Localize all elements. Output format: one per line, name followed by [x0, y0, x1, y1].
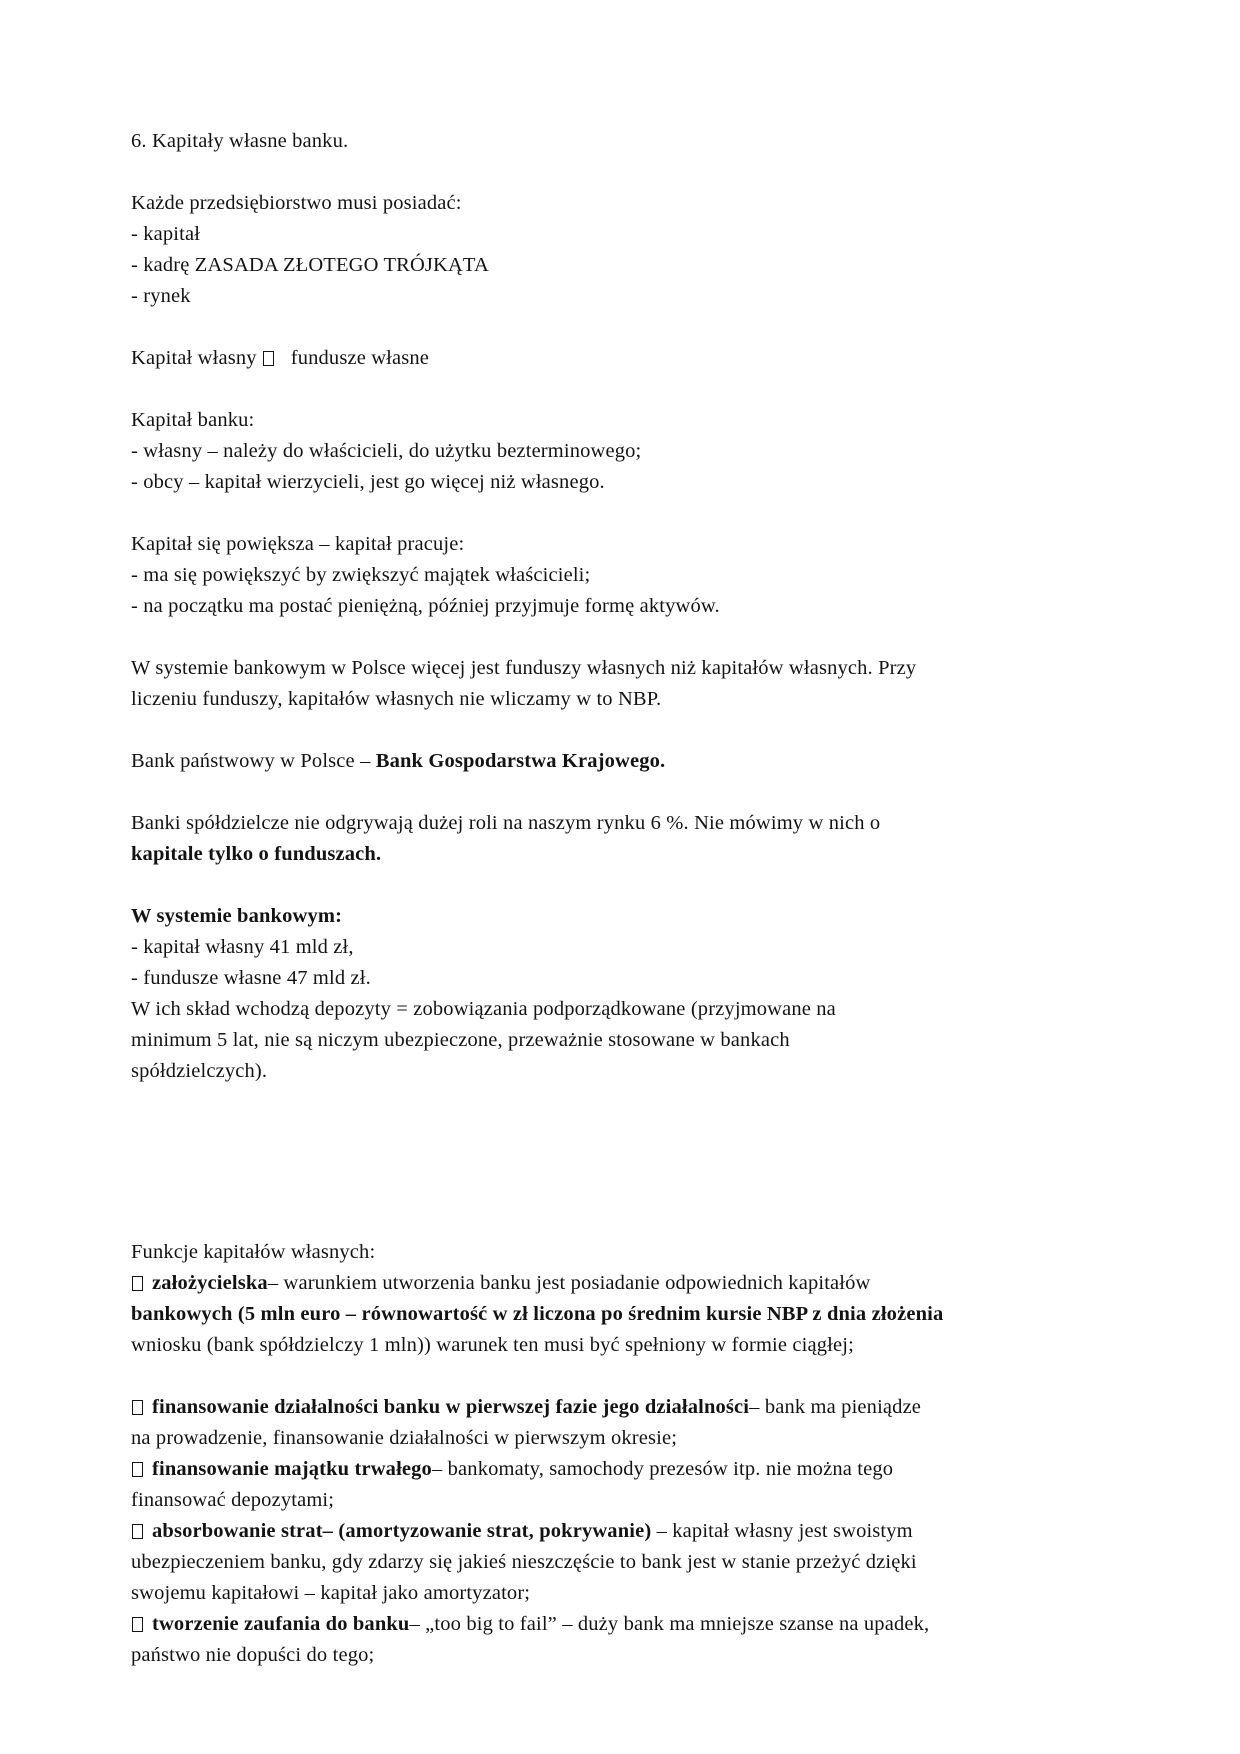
- requirements-item: - kadrę ZASADA ZŁOTEGO TRÓJKĄTA: [131, 254, 489, 276]
- polish-system-line: liczeniu funduszy, kapitałów własnych nie wliczamy w to NBP.: [131, 688, 662, 710]
- function-item: [131, 1609, 1131, 1671]
- functions-heading-block: [131, 1237, 1131, 1268]
- state-bank-prefix: Bank państwowy w Polsce –: [131, 750, 376, 772]
- document-heading: 6. Kapitały własne banku.: [131, 130, 349, 152]
- banking-system-block: [131, 901, 1131, 1087]
- bank-capital-item: - obcy – kapitał wierzycieli, jest go więcej niż własnego.: [131, 471, 605, 493]
- function-item-line: [131, 1516, 1131, 1547]
- banking-system-note-line: minimum 5 lat, nie są niczym ubezpieczone, przeważnie stosowane w bankach: [131, 1029, 790, 1051]
- function-item-lead: absorbowanie strat– (amortyzowanie strat, pokrywanie): [152, 1520, 652, 1542]
- equity-relation-left: Kapitał własny: [131, 347, 257, 369]
- cooperative-banks-emphasis: kapitale tylko o funduszach.: [131, 843, 382, 865]
- cooperative-banks-line: Banki spółdzielcze nie odgrywają dużej roli na naszym rynku 6 %. Nie mówimy w nich o: [131, 812, 881, 834]
- requirements-item: - kapitał: [131, 223, 201, 245]
- function-item-rest: – bankomaty, samochody prezesów itp. nie można tego: [431, 1458, 894, 1480]
- capital-growth-item: - ma się powiększyć by zwiększyć majątek właścicieli;: [131, 564, 591, 586]
- function-item-rest: – kapitał własny jest swoistym: [651, 1520, 913, 1542]
- document-body: [131, 126, 1131, 1671]
- function-item-line: [131, 1609, 1131, 1640]
- function-item-line: finansować depozytami;: [131, 1489, 335, 1511]
- bullet-box-icon: [132, 1524, 143, 1539]
- bullet-box-icon: [132, 1400, 143, 1415]
- state-bank-block: [131, 746, 1131, 777]
- banking-system-heading: W systemie bankowym:: [131, 905, 343, 927]
- function-item-line: bankowych (5 mln euro – równowartość w zł liczona po średnim kursie NBP z dnia złożenia: [131, 1303, 944, 1325]
- equity-relation-line: [131, 343, 1131, 374]
- spacer: [131, 715, 1131, 746]
- function-item-lead: finansowanie działalności banku w pierwszej fazie jego działalności: [152, 1396, 750, 1418]
- function-item-line: ubezpieczeniem banku, gdy zdarzy się jakieś nieszczęście to bank jest w stanie przeżyć dzięki: [131, 1551, 917, 1573]
- function-item-lead: założycielska: [152, 1272, 268, 1294]
- spacer: [131, 312, 1131, 343]
- requirements-block: [131, 188, 1131, 312]
- bank-capital-intro: Kapitał banku:: [131, 409, 255, 431]
- function-item-rest: – warunkiem utworzenia banku jest posiadanie odpowiednich kapitałów: [267, 1272, 871, 1294]
- spacer: [131, 157, 1131, 188]
- banking-system-item: - kapitał własny 41 mld zł,: [131, 936, 354, 958]
- equity-relation-right: fundusze własne: [290, 347, 430, 369]
- function-item-line: [131, 1454, 1131, 1485]
- function-item-line: [131, 1268, 1131, 1299]
- bullet-box-icon: [132, 1462, 143, 1477]
- polish-system-line: W systemie bankowym w Polsce więcej jest funduszy własnych niż kapitałów własnych. Przy: [131, 657, 917, 679]
- function-item: [131, 1268, 1131, 1361]
- requirements-item: - rynek: [131, 285, 191, 307]
- spacer: [131, 1361, 1131, 1392]
- banking-system-note-line: spółdzielczych).: [131, 1060, 268, 1082]
- function-item-line: wniosku (bank spółdzielczy 1 mln)) warunek ten musi być spełniony w formie ciągłej;: [131, 1334, 854, 1356]
- function-item: [131, 1392, 1131, 1454]
- function-item-rest: – bank ma pieniądze: [749, 1396, 922, 1418]
- cooperative-banks-block: [131, 808, 1131, 870]
- missing-glyph-box-icon: [263, 351, 274, 366]
- function-item-line: na prowadzenie, finansowanie działalności w pierwszym okresie;: [131, 1427, 678, 1449]
- capital-growth-item: - na początku ma postać pieniężną, później przyjmuje formę aktywów.: [131, 595, 720, 617]
- spacer: [131, 777, 1131, 808]
- banking-system-note-line: W ich skład wchodzą depozyty = zobowiązania podporządkowane (przyjmowane na: [131, 998, 836, 1020]
- function-item-lead: finansowanie majątku trwałego: [152, 1458, 432, 1480]
- section-spacer: [131, 1087, 1131, 1237]
- spacer: [131, 498, 1131, 529]
- function-item: [131, 1516, 1131, 1609]
- bullet-box-icon: [132, 1617, 143, 1632]
- spacer: [131, 622, 1131, 653]
- capital-growth-intro: Kapitał się powiększa – kapitał pracuje:: [131, 533, 465, 555]
- state-bank-line: [131, 746, 1131, 777]
- page-title: [131, 126, 1131, 157]
- function-item-line: państwo nie dopuści do tego;: [131, 1644, 375, 1666]
- polish-system-block: [131, 653, 1131, 715]
- function-item-rest: – „too big to fail” – duży bank ma mniejsze szanse na upadek,: [409, 1613, 930, 1635]
- function-item-lead: tworzenie zaufania do banku: [152, 1613, 410, 1635]
- spacer: [131, 870, 1131, 901]
- function-item-line: [131, 1392, 1131, 1423]
- functions-heading: Funkcje kapitałów własnych:: [131, 1241, 376, 1263]
- function-item: [131, 1454, 1131, 1516]
- function-item-line: swojemu kapitałowi – kapitał jako amortyzator;: [131, 1582, 531, 1604]
- capital-growth-block: [131, 529, 1131, 622]
- bank-capital-block: [131, 405, 1131, 498]
- bank-capital-item: - własny – należy do właścicieli, do użytku bezterminowego;: [131, 440, 642, 462]
- spacer: [131, 374, 1131, 405]
- state-bank-name: Bank Gospodarstwa Krajowego.: [375, 750, 666, 772]
- equity-relation-block: [131, 343, 1131, 374]
- requirements-intro: Każde przedsiębiorstwo musi posiadać:: [131, 192, 462, 214]
- banking-system-item: - fundusze własne 47 mld zł.: [131, 967, 371, 989]
- bullet-box-icon: [132, 1276, 143, 1291]
